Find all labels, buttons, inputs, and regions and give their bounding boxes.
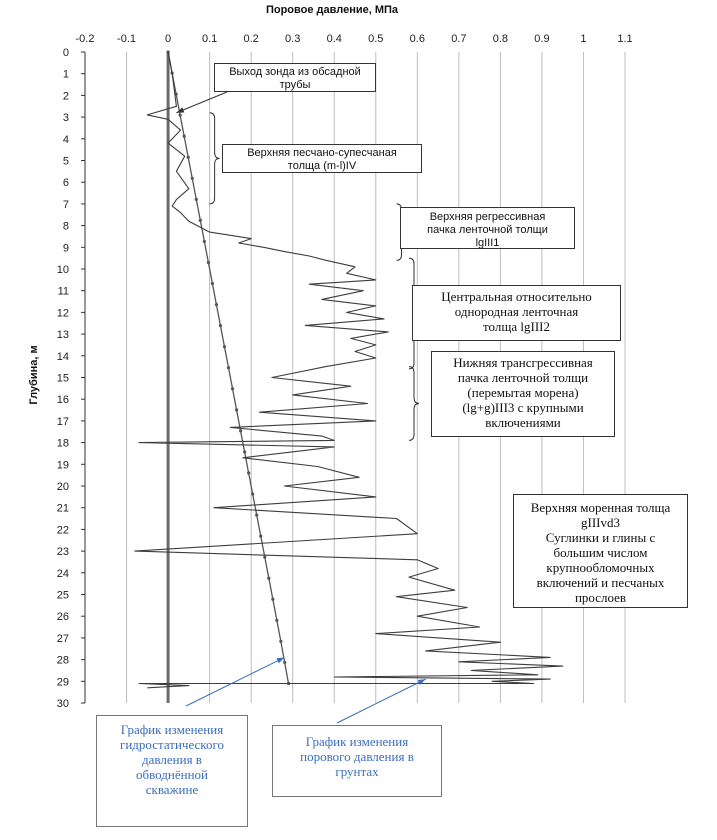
- annotation-line: Выход зонда из обсадной: [229, 66, 361, 78]
- annotation-line: пачка ленточной толщи: [427, 224, 548, 236]
- x-tick-label: 1.1: [617, 33, 633, 45]
- x-tick-label: -0.2: [75, 33, 95, 45]
- pore-pressure-callout-arrow: [337, 679, 426, 723]
- hydrostatic-point: [195, 198, 198, 201]
- hydrostatic-point: [239, 429, 242, 432]
- x-tick-label: 0.5: [368, 33, 384, 45]
- annotation-line: График изменения: [305, 734, 409, 749]
- annotation-central-layer: [412, 285, 621, 341]
- y-tick-label: 1: [62, 68, 69, 81]
- annotation-line: Верхняя песчано-супесчаная: [247, 147, 397, 159]
- annotation-line: однородная ленточная: [454, 304, 579, 319]
- hydrostatic-point: [259, 535, 262, 538]
- annotation-line: гидростатического: [120, 737, 224, 752]
- annotation-line: порового давления в: [300, 749, 414, 764]
- hydrostatic-point: [267, 577, 270, 580]
- hydrostatic-point: [247, 471, 250, 474]
- pressure-tick-labels: [76, 33, 633, 45]
- y-tick-label: 20: [56, 481, 69, 493]
- annotation-line: крупнообломочных: [546, 560, 655, 575]
- annotation-probe-exit: [214, 63, 376, 92]
- annotation-line: большим числом: [553, 545, 648, 560]
- y-tick-label: 7: [62, 198, 69, 211]
- y-tick-label: 19: [56, 459, 69, 472]
- annotation-line: включений и песчаных: [536, 575, 665, 590]
- y-tick-label: 4: [62, 133, 69, 146]
- hydrostatic-point: [227, 366, 230, 369]
- x-tick-label: 0.4: [326, 33, 342, 45]
- annotation-line: Суглинки и глины с: [545, 530, 656, 545]
- hydrostatic-point: [203, 240, 206, 243]
- y-tick-label: 18: [56, 437, 69, 450]
- y-tick-label: 17: [56, 415, 69, 428]
- pore-pressure-callout-arrow-head: [418, 679, 426, 685]
- annotation-line: пачка ленточной толщи: [457, 370, 589, 385]
- hydrostatic-point: [179, 114, 182, 117]
- y-tick-label: 13: [56, 329, 69, 342]
- hydrostatic-point: [219, 324, 222, 327]
- y-tick-label: 16: [56, 394, 69, 407]
- y-tick-label: 9: [62, 242, 69, 255]
- annotation-line: обводнённой: [135, 767, 208, 782]
- x-tick-label: 0.7: [451, 33, 467, 45]
- annotation-line: (lg+g)III3 с крупными: [462, 400, 584, 415]
- x-tick-label: 0.8: [492, 33, 509, 45]
- annotation-line: включениями: [485, 415, 561, 430]
- annotation-line: Верхняя регрессивная: [429, 211, 546, 223]
- y-tick-label: 26: [56, 611, 69, 624]
- y-tick-label: 14: [56, 350, 69, 363]
- annotation-upper-regressive-pack: [400, 207, 575, 249]
- x-tick-label: 0.3: [285, 33, 301, 45]
- probe-exit-arrow: [176, 92, 227, 113]
- y-tick-label: 6: [62, 177, 69, 190]
- layer-brace: [210, 113, 220, 204]
- y-tick-label: 0: [62, 47, 69, 59]
- y-tick-label: 21: [56, 502, 69, 515]
- x-tick-label: 0.6: [409, 33, 425, 45]
- annotation-upper-sandy-layer: [222, 144, 422, 173]
- hydrostatic-point: [243, 450, 246, 453]
- x-tick-label: 0.2: [243, 33, 259, 45]
- legend-hydrostatic-callout: [96, 715, 248, 827]
- hydrostatic-callout-arrow: [186, 657, 284, 706]
- y-tick-label: 12: [56, 307, 69, 320]
- y-axis-label: Глубина, м: [28, 345, 40, 405]
- y-tick-label: 25: [56, 589, 69, 602]
- hydrostatic-point: [271, 598, 274, 601]
- y-tick-label: 5: [62, 155, 69, 168]
- y-tick-label: 8: [62, 220, 69, 233]
- depth-tick-labels: [57, 47, 69, 710]
- annotation-line: (перемытая морена): [467, 385, 579, 400]
- y-tick-label: 3: [62, 112, 69, 125]
- hydrostatic-point: [251, 492, 254, 495]
- annotation-line: давления в: [142, 752, 202, 767]
- annotation-line: толща lgIII2: [483, 319, 550, 334]
- hydrostatic-point: [275, 619, 278, 622]
- annotation-line: Центральная относительно: [441, 289, 592, 304]
- y-tick-label: 30: [56, 698, 69, 710]
- legend-pore-pressure-callout: [272, 725, 442, 797]
- annotation-line: gIIIvd3: [581, 515, 620, 530]
- x-tick-label: 0: [165, 33, 172, 45]
- annotation-line: трубы: [279, 79, 311, 91]
- hydrostatic-point: [191, 177, 194, 180]
- hydrostatic-point: [223, 345, 226, 348]
- y-tick-label: 11: [57, 285, 69, 298]
- hydrostatic-point: [279, 640, 282, 643]
- hydrostatic-point: [235, 408, 238, 411]
- probe-exit-arrow-head: [176, 107, 184, 112]
- y-tick-label: 22: [56, 524, 69, 537]
- annotation-lower-transgressive-pack: [431, 351, 615, 437]
- y-tick-label: 10: [56, 264, 69, 276]
- annotation-line: Верхняя моренная толща: [530, 500, 671, 515]
- hydrostatic-point: [187, 156, 190, 159]
- hydrostatic-point: [283, 661, 286, 664]
- y-tick-label: 23: [56, 546, 69, 559]
- hydrostatic-point: [231, 387, 234, 390]
- y-tick-label: 29: [56, 676, 69, 689]
- y-tick-label: 27: [56, 632, 69, 645]
- annotation-line: толща (m-l)IV: [287, 160, 357, 172]
- y-tick-label: 24: [56, 567, 69, 580]
- y-tick-label: 2: [62, 90, 69, 103]
- y-tick-label: 15: [56, 372, 69, 385]
- chart-title: Поровое давление, МПа: [265, 4, 399, 16]
- hydrostatic-point: [215, 303, 218, 306]
- annotation-moraine-layer: [513, 494, 688, 608]
- x-tick-label: -0.1: [117, 33, 137, 45]
- annotation-line: скважине: [145, 782, 199, 797]
- hydrostatic-point: [183, 135, 186, 138]
- hydrostatic-point: [207, 261, 210, 264]
- x-tick-label: 0.1: [201, 33, 218, 45]
- annotation-line: График изменения: [120, 722, 224, 737]
- annotation-line: Нижняя трансгрессивная: [453, 355, 593, 370]
- hydrostatic-point: [255, 513, 258, 516]
- hydrostatic-point: [263, 556, 266, 559]
- depth-axis: [81, 52, 85, 703]
- annotation-line: прослоев: [574, 590, 627, 605]
- y-tick-label: 28: [56, 654, 69, 667]
- hydrostatic-point: [211, 282, 214, 285]
- annotation-line: lgIII1: [475, 237, 500, 249]
- annotation-line: грунтах: [335, 764, 379, 779]
- callout-arrows: [176, 92, 425, 723]
- x-tick-label: 1: [580, 33, 587, 45]
- x-tick-label: 0.9: [534, 33, 550, 45]
- hydrostatic-point: [199, 219, 202, 222]
